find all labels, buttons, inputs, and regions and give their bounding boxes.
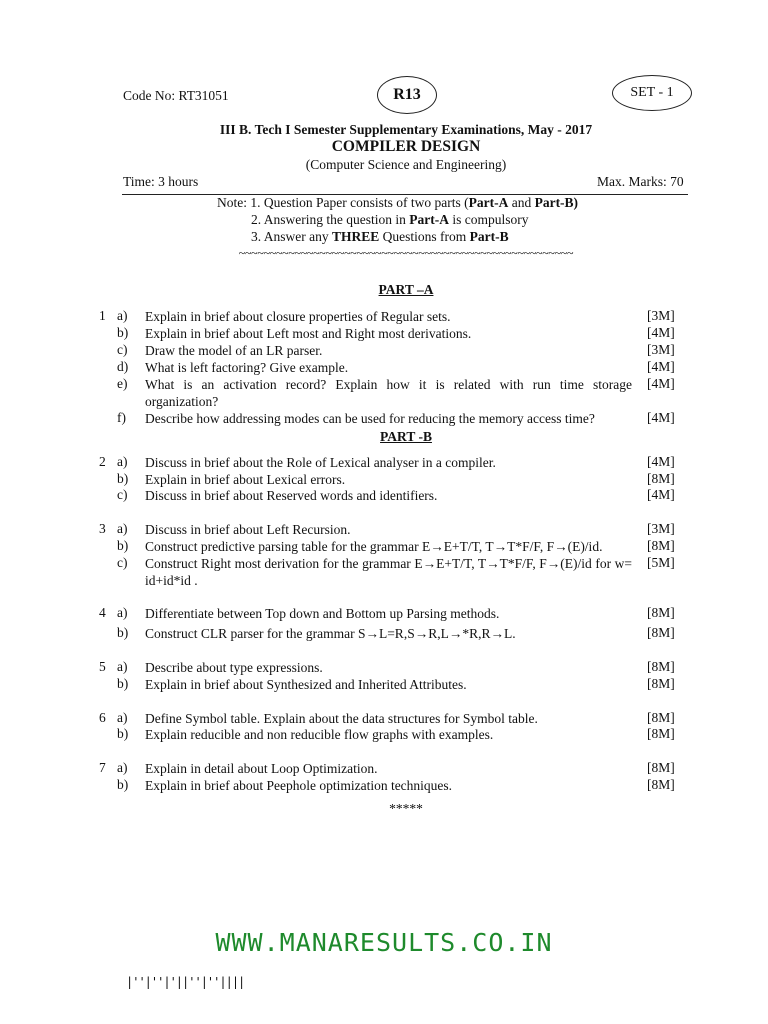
item-label: a) bbox=[117, 659, 128, 674]
item-text: Differentiate between Top down and Bottom up Parsing methods. bbox=[145, 606, 500, 621]
item-marks: [4M] bbox=[647, 454, 675, 469]
note-3-partb: Part-B bbox=[469, 229, 509, 244]
note-3-text: 3. Answer any bbox=[251, 229, 332, 244]
item-text: Construct Right most derivation for the grammar E→E+T/T, T→T*F/F, F→(E)/id for w= id+id*id . bbox=[145, 556, 632, 588]
item-marks: [8M] bbox=[647, 625, 675, 640]
item-label: a) bbox=[117, 308, 128, 323]
item-marks: [4M] bbox=[647, 376, 675, 391]
branch-title: (Computer Science and Engineering) bbox=[305, 157, 507, 172]
item-text: Draw the model of an LR parser. bbox=[145, 343, 323, 358]
item-text: Discuss in brief about Left Recursion. bbox=[145, 522, 351, 537]
part-a-heading: PART –A bbox=[378, 282, 434, 297]
item-text: Discuss in brief about the Role of Lexical analyser in a compiler. bbox=[145, 455, 496, 470]
item-text: Explain reducible and non reducible flow graphs with examples. bbox=[145, 727, 494, 742]
part-b-heading: PART -B bbox=[380, 429, 432, 444]
code-number: Code No: RT31051 bbox=[123, 88, 229, 103]
item-text: Explain in brief about Lexical errors. bbox=[145, 472, 346, 487]
item-marks: [3M] bbox=[647, 308, 675, 323]
question-number: 5 bbox=[99, 659, 106, 674]
item-text: Explain in detail about Loop Optimization. bbox=[145, 761, 378, 776]
item-label: d) bbox=[117, 359, 129, 374]
item-label: a) bbox=[117, 521, 128, 536]
item-label: b) bbox=[117, 726, 129, 741]
item-text: Describe how addressing modes can be used for reducing the memory access time? bbox=[145, 411, 595, 426]
item-text: Explain in brief about Synthesized and Inherited Attributes. bbox=[145, 677, 467, 692]
item-text: What is left factoring? Give example. bbox=[145, 360, 349, 375]
item-text: Explain in brief about Left most and Right most derivations. bbox=[145, 326, 472, 341]
item-marks: [4M] bbox=[647, 487, 675, 502]
item-text: Define Symbol table. Explain about the data structures for Symbol table. bbox=[145, 711, 538, 726]
item-label: c) bbox=[117, 555, 128, 570]
note-1-text: Note: 1. Question Paper consists of two parts ( bbox=[217, 195, 469, 210]
item-text: What is an activation record? Explain how it is related with run time storage organization? bbox=[145, 377, 632, 409]
item-label: b) bbox=[117, 777, 129, 792]
note-3-three: THREE bbox=[332, 229, 380, 244]
item-marks: [8M] bbox=[647, 538, 675, 553]
item-label: a) bbox=[117, 710, 128, 725]
item-marks: [4M] bbox=[647, 410, 675, 425]
item-marks: [8M] bbox=[647, 726, 675, 741]
item-label: b) bbox=[117, 471, 129, 486]
question-number: 6 bbox=[99, 710, 106, 725]
item-label: f) bbox=[117, 410, 126, 425]
item-text: Explain in brief about closure properties of Regular sets. bbox=[145, 309, 451, 324]
note-2-text: 2. Answering the question in bbox=[251, 212, 410, 227]
item-label: a) bbox=[117, 605, 128, 620]
subject-title: COMPILER DESIGN bbox=[331, 138, 481, 155]
item-marks: [8M] bbox=[647, 605, 675, 620]
note-2-parta: Part-A bbox=[409, 212, 449, 227]
regulation-badge: R13 bbox=[377, 76, 437, 114]
item-label: a) bbox=[117, 454, 128, 469]
end-stars: ***** bbox=[389, 801, 423, 816]
item-label: b) bbox=[117, 676, 129, 691]
note-1-and: and bbox=[508, 195, 535, 210]
question-number: 2 bbox=[99, 454, 106, 469]
max-marks-label: Max. Marks: 70 bbox=[597, 174, 684, 189]
item-text: Discuss in brief about Reserved words and identifiers. bbox=[145, 488, 438, 503]
question-number: 7 bbox=[99, 760, 106, 775]
item-marks: [3M] bbox=[647, 521, 675, 536]
item-label: a) bbox=[117, 760, 128, 775]
note-1-partb: Part-B) bbox=[534, 195, 579, 210]
question-number: 4 bbox=[99, 605, 106, 620]
item-label: e) bbox=[117, 376, 128, 391]
item-marks: [8M] bbox=[647, 676, 675, 691]
item-marks: [8M] bbox=[647, 659, 675, 674]
item-marks: [8M] bbox=[647, 710, 675, 725]
set-badge: SET - 1 bbox=[612, 75, 692, 111]
note-2 bbox=[251, 212, 528, 228]
item-label: c) bbox=[117, 342, 128, 357]
item-label: b) bbox=[117, 538, 129, 553]
question-number: 1 bbox=[99, 308, 106, 323]
item-marks: [8M] bbox=[647, 471, 675, 486]
question-number: 3 bbox=[99, 521, 106, 536]
item-text: Construct predictive parsing table for the grammar E→E+T/T, T→T*F/F, F→(E)/id. bbox=[145, 539, 603, 554]
item-marks: [8M] bbox=[647, 777, 675, 792]
exam-title: III B. Tech I Semester Supplementary Examinations, May - 2017 bbox=[219, 122, 593, 137]
item-text: Describe about type expressions. bbox=[145, 660, 323, 675]
note-3 bbox=[251, 229, 509, 245]
note-1-parta: Part-A bbox=[468, 195, 509, 210]
item-marks: [4M] bbox=[647, 325, 675, 340]
item-marks: [3M] bbox=[647, 342, 675, 357]
item-label: b) bbox=[117, 625, 129, 640]
item-marks: [5M] bbox=[647, 555, 675, 570]
note-1 bbox=[217, 195, 578, 211]
watermark-url: WWW.MANARESULTS.CO.IN bbox=[215, 928, 553, 957]
item-label: b) bbox=[117, 325, 129, 340]
note-3-mid: Questions from bbox=[379, 229, 470, 244]
barcode-strip: |''|''|'||''|''|||| bbox=[126, 975, 245, 989]
separator-line: ~~~~~~~~~~~~~~~~~~~~~~~~~~~~~~~~~~~~~~~~~~~~~~~~~~~~~~ bbox=[238, 246, 574, 260]
time-label: Time: 3 hours bbox=[123, 174, 199, 189]
item-text: Construct CLR parser for the grammar S→L=R,S→R,L→*R,R→L. bbox=[145, 626, 516, 641]
item-marks: [8M] bbox=[647, 760, 675, 775]
item-label: c) bbox=[117, 487, 128, 502]
item-marks: [4M] bbox=[647, 359, 675, 374]
note-2-tail: is compulsory bbox=[448, 212, 529, 227]
item-text: Explain in brief about Peephole optimization techniques. bbox=[145, 778, 453, 793]
